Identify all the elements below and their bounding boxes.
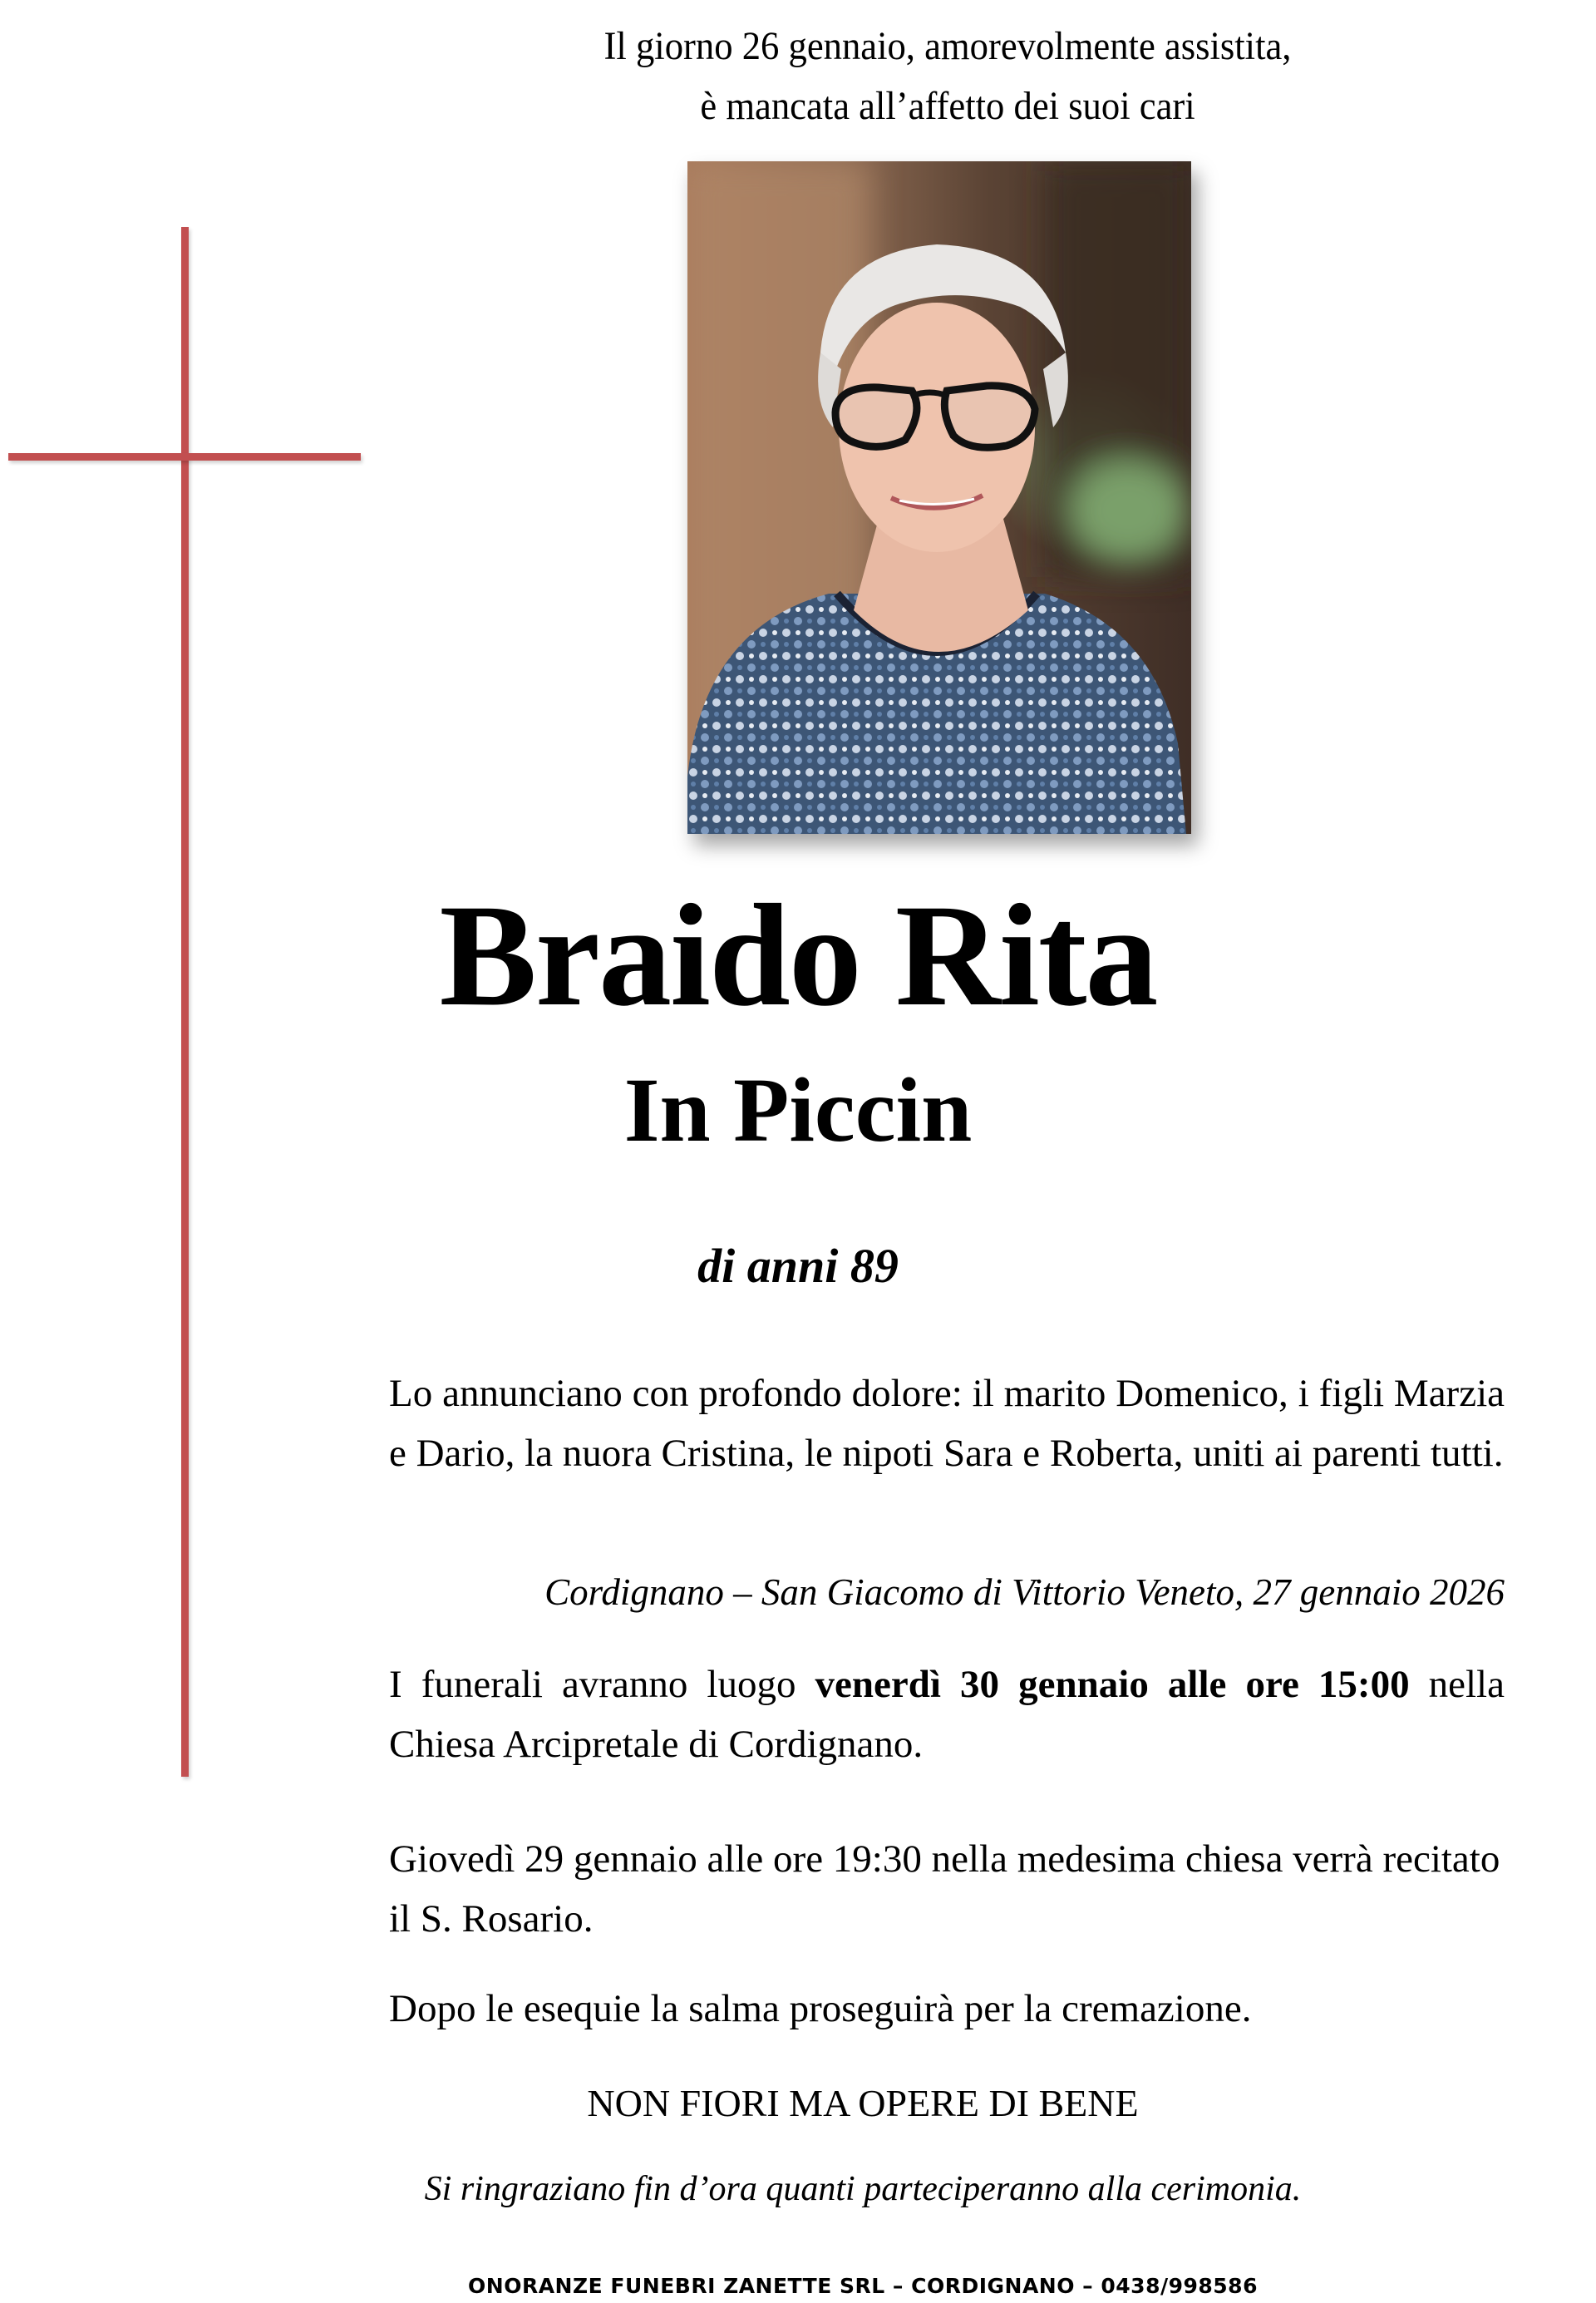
intro-line-2: è mancata all’affetto dei suoi cari bbox=[700, 84, 1195, 128]
place-date: Cordignano – San Giacomo di Vittorio Veneto, 27 gennaio 2026 bbox=[544, 1571, 1505, 1613]
announcement-paragraph: Lo annunciano con profondo dolore: il marito Domenico, i figli Marzia e Dario, la nuora Cristina, le nipoti Sara e Roberta, uniti ai parenti tutti. bbox=[389, 1372, 1505, 1475]
no-flowers-notice: NON FIORI MA OPERE DI BENE bbox=[587, 2082, 1139, 2124]
funeral-location: nella Chiesa Arcipretale di Cordignano. bbox=[389, 1663, 1505, 1766]
funeral-paragraph bbox=[389, 1655, 1505, 1774]
funeral-datetime: venerdì 30 gennaio alle ore 15:00 bbox=[815, 1663, 1410, 1706]
age-text: di anni 89 bbox=[697, 1239, 899, 1293]
funeral-home-footer: ONORANZE FUNEBRI ZANETTE SRL – CORDIGNANO – 0438/998586 bbox=[468, 2274, 1258, 2298]
rosary-paragraph: Giovedì 29 gennaio alle ore 19:30 nella medesima chiesa verrà recitato il S. Rosario. bbox=[389, 1837, 1500, 1941]
deceased-name: Braido Rita bbox=[439, 875, 1157, 1037]
intro-line-1: Il giorno 26 gennaio, amorevolmente assistita, bbox=[603, 24, 1292, 68]
thanks-text: Si ringraziano fin d’ora quanti parteciperanno alla cerimonia. bbox=[424, 2170, 1302, 2208]
cross-horizontal-bar bbox=[8, 453, 361, 461]
married-name: In Piccin bbox=[623, 1059, 973, 1161]
intro-text bbox=[66, 17, 1596, 136]
portrait-illustration bbox=[687, 161, 1191, 834]
portrait-photo bbox=[687, 161, 1191, 834]
funeral-prefix: I funerali avranno luogo bbox=[389, 1663, 815, 1706]
cremation-paragraph: Dopo le esequie la salma proseguirà per la cremazione. bbox=[389, 1987, 1252, 2030]
